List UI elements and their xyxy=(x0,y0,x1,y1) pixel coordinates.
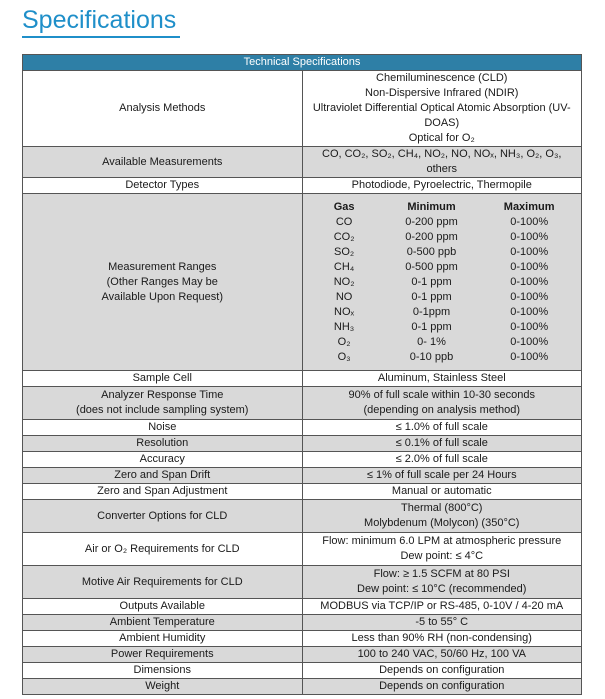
row-label xyxy=(23,387,303,420)
value-line: Dew point: ≤ 10°C (recommended) xyxy=(357,583,527,595)
gas-cell: SO₂ xyxy=(334,245,355,258)
row-value xyxy=(302,387,582,420)
row-label: Converter Options for CLD xyxy=(23,500,303,533)
table-row-adjustment xyxy=(23,484,582,500)
value-line: Flow: ≥ 1.5 SCFM at 80 PSI xyxy=(373,568,510,580)
row-value: 100 to 240 VAC, 50/60 Hz, 100 VA xyxy=(302,647,582,663)
value-line: Molybdenum (Molycon) (350°C) xyxy=(364,517,520,529)
max-cell: 0-100% xyxy=(510,245,549,258)
row-label: Accuracy xyxy=(23,452,303,468)
row-value: ≤ 2.0% of full scale xyxy=(302,452,582,468)
max-cell: 0-100% xyxy=(510,305,549,318)
max-cell: 0-100% xyxy=(510,290,549,303)
row-value: ≤ 0.1% of full scale xyxy=(302,436,582,452)
label-line: Analyzer Response Time xyxy=(101,389,224,401)
gas-cell: O₂ xyxy=(337,335,351,348)
table-row-sample-cell xyxy=(23,371,582,387)
row-value xyxy=(302,533,582,566)
row-value xyxy=(302,566,582,599)
range-row xyxy=(306,275,579,290)
min-cell: 0-500 ppm xyxy=(405,260,458,273)
value-line: Thermal (800°C) xyxy=(401,502,483,514)
gas-cell: NH₃ xyxy=(333,320,355,333)
table-row-response xyxy=(23,387,582,420)
table-row-dimensions xyxy=(23,663,582,679)
table-row-analysis xyxy=(23,71,582,147)
page-title: Specifications xyxy=(22,6,177,34)
table-row-air-o2 xyxy=(23,533,582,566)
min-cell: 0-1ppm xyxy=(412,305,451,318)
row-value: Aluminum, Stainless Steel xyxy=(302,371,582,387)
row-value: Manual or automatic xyxy=(302,484,582,500)
max-cell: 0-100% xyxy=(510,230,549,243)
row-value xyxy=(302,500,582,533)
range-row xyxy=(306,230,579,245)
min-cell: 0-1 ppm xyxy=(411,275,452,288)
value-line: Flow: minimum 6.0 LPM at atmospheric pressure xyxy=(322,535,562,547)
label-line: (Other Ranges May be xyxy=(106,275,218,288)
value-line: 90% of full scale within 10-30 seconds xyxy=(348,389,535,401)
row-label: Sample Cell xyxy=(23,371,303,387)
table-row-detector xyxy=(23,178,582,194)
row-value xyxy=(302,71,582,147)
gas-cell: CO₂ xyxy=(333,230,355,243)
table-header: Technical Specifications xyxy=(23,55,582,71)
gas-cell: CO xyxy=(335,215,353,228)
label-line: Available Upon Request) xyxy=(101,290,223,303)
table-row-available xyxy=(23,147,582,178)
table-row-noise xyxy=(23,420,582,436)
gas-cell: O₃ xyxy=(337,350,351,363)
value-line: Dew point: ≤ 4°C xyxy=(400,550,484,562)
gas-cell: NO xyxy=(335,290,353,303)
row-value: ≤ 1% of full scale per 24 Hours xyxy=(302,468,582,484)
row-value: MODBUS via TCP/IP or RS-485, 0-10V / 4-20 mA xyxy=(302,599,582,615)
row-value: Less than 90% RH (non-condensing) xyxy=(302,631,582,647)
row-label: Available Measurements xyxy=(23,147,303,178)
table-row-power xyxy=(23,647,582,663)
row-label: Motive Air Requirements for CLD xyxy=(23,566,303,599)
min-cell: 0-10 ppb xyxy=(409,350,454,363)
table-row-weight xyxy=(23,679,582,695)
row-label: Weight xyxy=(23,679,303,695)
label-line: (does not include sampling system) xyxy=(76,404,249,416)
gas-cell: CH₄ xyxy=(333,260,355,273)
value-line: (depending on analysis method) xyxy=(363,404,521,416)
row-label: Detector Types xyxy=(23,178,303,194)
table-row-motive xyxy=(23,566,582,599)
row-label xyxy=(23,194,303,371)
ranges-subtable xyxy=(306,200,579,365)
row-label: Noise xyxy=(23,420,303,436)
table-row-accuracy xyxy=(23,452,582,468)
gas-cell: NO₂ xyxy=(333,275,355,288)
range-row xyxy=(306,260,579,275)
min-cell: 0-1 ppm xyxy=(411,320,452,333)
value-line: Chemiluminescence (CLD) xyxy=(376,72,508,84)
row-label: Resolution xyxy=(23,436,303,452)
label-line: Measurement Ranges xyxy=(108,260,217,273)
min-cell: 0-200 ppm xyxy=(405,215,458,228)
range-row xyxy=(306,305,579,320)
row-label: Ambient Temperature xyxy=(23,615,303,631)
row-value: Depends on configuration xyxy=(302,663,582,679)
table-row-converter xyxy=(23,500,582,533)
row-label: Dimensions xyxy=(23,663,303,679)
row-value: ≤ 1.0% of full scale xyxy=(302,420,582,436)
min-cell: 0-1 ppm xyxy=(411,290,452,303)
max-cell: 0-100% xyxy=(510,275,549,288)
gas-cell: NOₓ xyxy=(334,305,355,318)
value-line: Optical for O₂ xyxy=(408,132,475,144)
row-label: Zero and Span Drift xyxy=(23,468,303,484)
range-row xyxy=(306,350,579,365)
range-row xyxy=(306,290,579,305)
col-header-min: Minimum xyxy=(407,200,456,213)
row-value: Depends on configuration xyxy=(302,679,582,695)
range-row xyxy=(306,215,579,230)
max-cell: 0-100% xyxy=(510,335,549,348)
table-row-ranges xyxy=(23,194,582,371)
range-row xyxy=(306,335,579,350)
row-value xyxy=(302,194,582,371)
table-row-resolution xyxy=(23,436,582,452)
row-label: Power Requirements xyxy=(23,647,303,663)
col-header-max: Maximum xyxy=(503,200,555,213)
table-row-ambient-temp xyxy=(23,615,582,631)
max-cell: 0-100% xyxy=(510,260,549,273)
row-label: Zero and Span Adjustment xyxy=(23,484,303,500)
value-line: Ultraviolet Differential Optical Atomic Absorption (UV-DOAS) xyxy=(312,102,571,129)
max-cell: 0-100% xyxy=(510,320,549,333)
range-row xyxy=(306,245,579,260)
row-label: Ambient Humidity xyxy=(23,631,303,647)
row-value: CO, CO₂, SO₂, CH₄, NO₂, NO, NOₓ, NH₃, O₂, O₃, others xyxy=(302,147,582,178)
row-label: Outputs Available xyxy=(23,599,303,615)
min-cell: 0- 1% xyxy=(417,335,446,348)
row-label: Air or O₂ Requirements for CLD xyxy=(23,533,303,566)
row-value: -5 to 55° C xyxy=(302,615,582,631)
row-label: Analysis Methods xyxy=(23,71,303,147)
table-row-drift xyxy=(23,468,582,484)
title-underline xyxy=(22,36,180,38)
ranges-header-row xyxy=(306,200,579,215)
table-row-outputs xyxy=(23,599,582,615)
min-cell: 0-500 ppb xyxy=(406,245,457,258)
max-cell: 0-100% xyxy=(510,215,549,228)
value-line: Non-Dispersive Infrared (NDIR) xyxy=(365,87,519,99)
range-row xyxy=(306,320,579,335)
row-value: Photodiode, Pyroelectric, Thermopile xyxy=(302,178,582,194)
max-cell: 0-100% xyxy=(510,350,549,363)
col-header-gas: Gas xyxy=(333,200,355,213)
table-header-row xyxy=(23,55,582,71)
spec-table xyxy=(22,54,582,695)
min-cell: 0-200 ppm xyxy=(405,230,458,243)
table-row-ambient-humidity xyxy=(23,631,582,647)
